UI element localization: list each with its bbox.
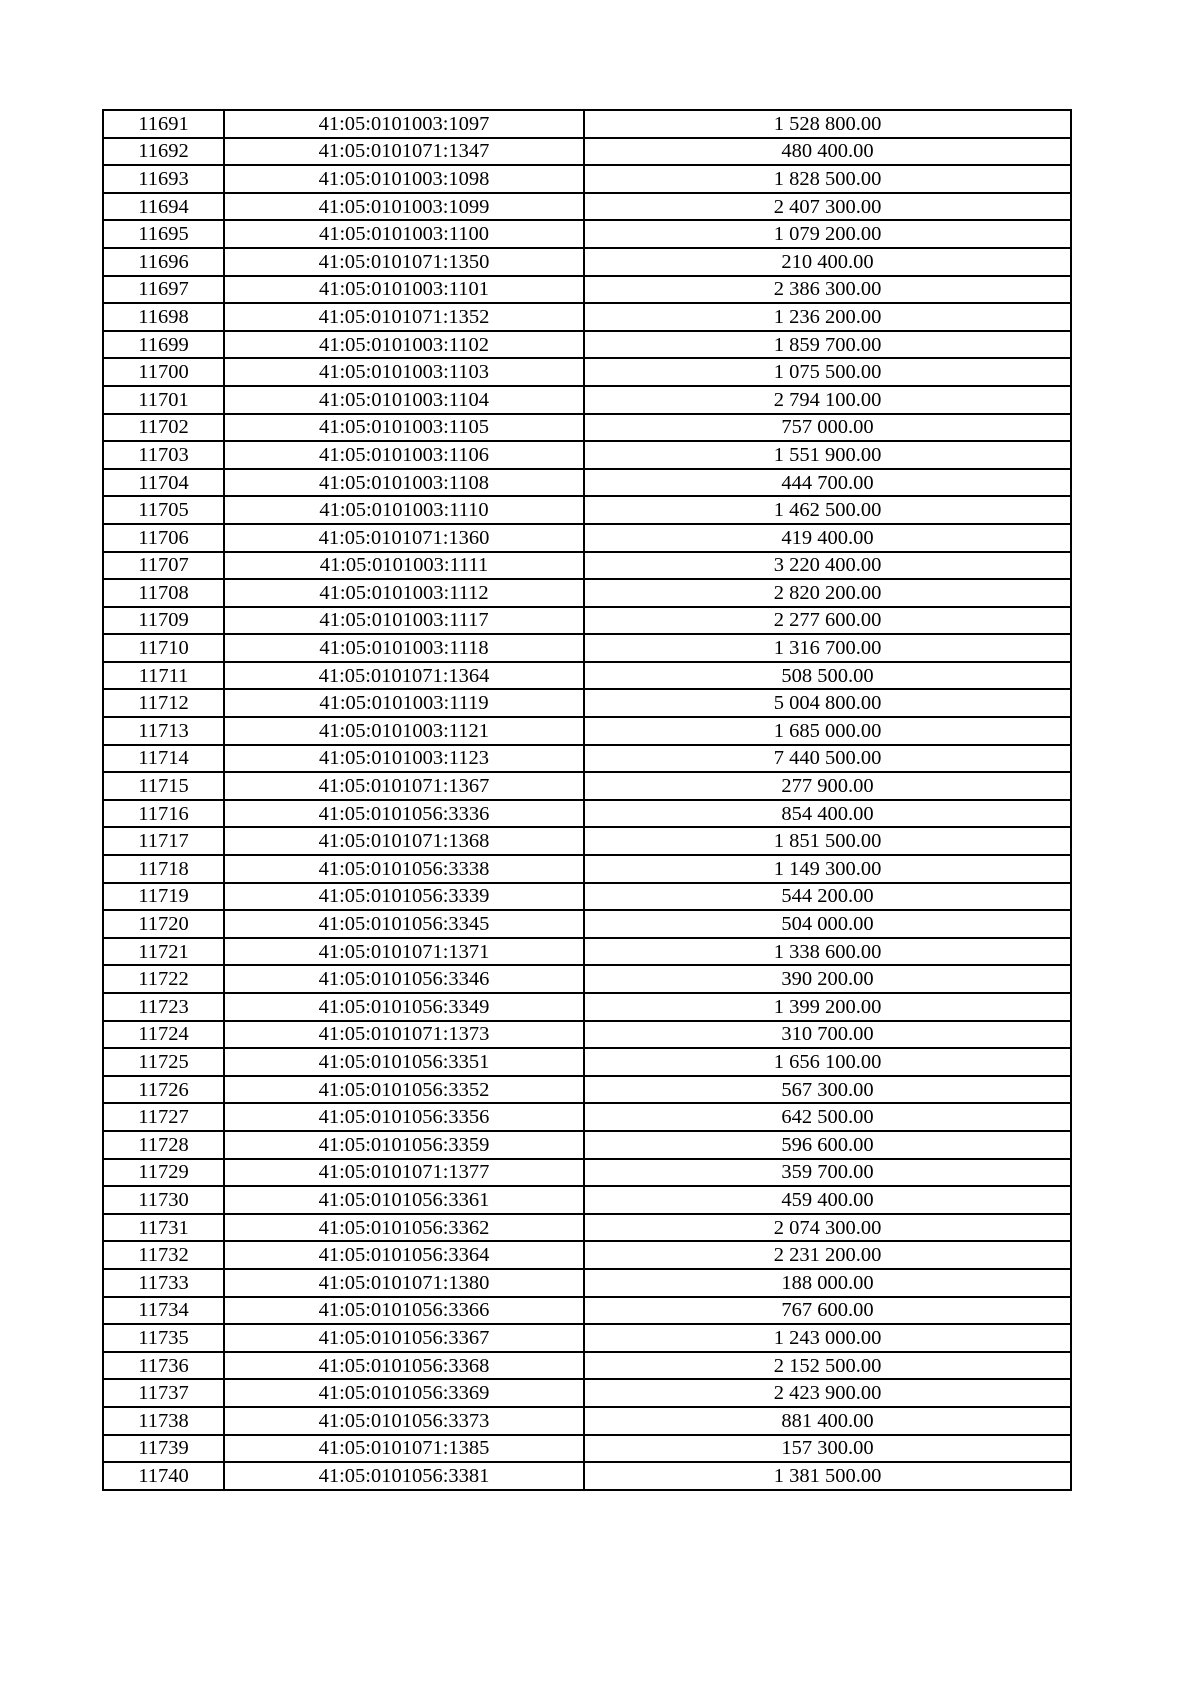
row-number-cell: 11691	[103, 110, 224, 138]
cadastral-number-cell: 41:05:0101003:1121	[224, 717, 584, 745]
row-number-cell: 11697	[103, 276, 224, 304]
cadastral-number-cell: 41:05:0101003:1123	[224, 745, 584, 773]
table-row	[103, 827, 1071, 855]
cadastral-value-cell: 2 386 300.00	[584, 276, 1071, 304]
cadastral-value-cell: 1 079 200.00	[584, 220, 1071, 248]
row-number-cell: 11729	[103, 1159, 224, 1187]
row-number-cell: 11705	[103, 496, 224, 524]
table-row	[103, 883, 1071, 911]
table-row	[103, 1297, 1071, 1325]
cadastral-number-cell: 41:05:0101056:3356	[224, 1103, 584, 1131]
cadastral-value-cell: 359 700.00	[584, 1159, 1071, 1187]
cadastral-value-cell: 444 700.00	[584, 469, 1071, 497]
row-number-cell: 11717	[103, 827, 224, 855]
row-number-cell: 11723	[103, 993, 224, 1021]
table-row	[103, 496, 1071, 524]
cadastral-value-cell: 2 152 500.00	[584, 1352, 1071, 1380]
cadastral-value-cell: 2 074 300.00	[584, 1214, 1071, 1242]
cadastral-value-table	[102, 109, 1072, 1491]
cadastral-number-cell: 41:05:0101056:3359	[224, 1131, 584, 1159]
cadastral-value-cell: 157 300.00	[584, 1435, 1071, 1463]
cadastral-value-cell: 310 700.00	[584, 1021, 1071, 1049]
row-number-cell: 11728	[103, 1131, 224, 1159]
row-number-cell: 11696	[103, 248, 224, 276]
table-row	[103, 662, 1071, 690]
row-number-cell: 11727	[103, 1103, 224, 1131]
row-number-cell: 11724	[103, 1021, 224, 1049]
table-body	[103, 110, 1071, 1490]
cadastral-value-cell: 642 500.00	[584, 1103, 1071, 1131]
cadastral-value-cell: 1 551 900.00	[584, 441, 1071, 469]
cadastral-number-cell: 41:05:0101071:1347	[224, 138, 584, 166]
table-row	[103, 303, 1071, 331]
row-number-cell: 11702	[103, 414, 224, 442]
cadastral-value-cell: 1 399 200.00	[584, 993, 1071, 1021]
cadastral-number-cell: 41:05:0101056:3381	[224, 1462, 584, 1490]
cadastral-value-cell: 210 400.00	[584, 248, 1071, 276]
row-number-cell: 11733	[103, 1269, 224, 1297]
table-row	[103, 441, 1071, 469]
cadastral-value-cell: 1 851 500.00	[584, 827, 1071, 855]
cadastral-number-cell: 41:05:0101056:3349	[224, 993, 584, 1021]
row-number-cell: 11694	[103, 193, 224, 221]
row-number-cell: 11698	[103, 303, 224, 331]
cadastral-number-cell: 41:05:0101056:3345	[224, 910, 584, 938]
table-row	[103, 1159, 1071, 1187]
cadastral-value-cell: 1 685 000.00	[584, 717, 1071, 745]
cadastral-number-cell: 41:05:0101003:1104	[224, 386, 584, 414]
cadastral-number-cell: 41:05:0101003:1098	[224, 165, 584, 193]
row-number-cell: 11736	[103, 1352, 224, 1380]
cadastral-value-cell: 5 004 800.00	[584, 689, 1071, 717]
table-row	[103, 138, 1071, 166]
cadastral-number-cell: 41:05:0101071:1385	[224, 1435, 584, 1463]
row-number-cell: 11716	[103, 800, 224, 828]
cadastral-value-cell: 2 794 100.00	[584, 386, 1071, 414]
table-row	[103, 1131, 1071, 1159]
cadastral-value-cell: 2 277 600.00	[584, 607, 1071, 635]
cadastral-number-cell: 41:05:0101003:1097	[224, 110, 584, 138]
row-number-cell: 11701	[103, 386, 224, 414]
row-number-cell: 11719	[103, 883, 224, 911]
cadastral-number-cell: 41:05:0101003:1106	[224, 441, 584, 469]
row-number-cell: 11735	[103, 1324, 224, 1352]
cadastral-number-cell: 41:05:0101056:3338	[224, 855, 584, 883]
cadastral-value-cell: 3 220 400.00	[584, 552, 1071, 580]
table-row	[103, 331, 1071, 359]
cadastral-value-cell: 390 200.00	[584, 965, 1071, 993]
cadastral-number-cell: 41:05:0101071:1352	[224, 303, 584, 331]
table-row	[103, 1076, 1071, 1104]
cadastral-number-cell: 41:05:0101071:1373	[224, 1021, 584, 1049]
cadastral-number-cell: 41:05:0101056:3336	[224, 800, 584, 828]
row-number-cell: 11710	[103, 634, 224, 662]
table-row	[103, 524, 1071, 552]
cadastral-value-cell: 504 000.00	[584, 910, 1071, 938]
table-row	[103, 276, 1071, 304]
cadastral-number-cell: 41:05:0101056:3361	[224, 1186, 584, 1214]
table-row	[103, 469, 1071, 497]
cadastral-value-cell: 1 338 600.00	[584, 938, 1071, 966]
table-row	[103, 993, 1071, 1021]
cadastral-value-cell: 881 400.00	[584, 1407, 1071, 1435]
cadastral-value-cell: 2 407 300.00	[584, 193, 1071, 221]
row-number-cell: 11740	[103, 1462, 224, 1490]
cadastral-value-cell: 767 600.00	[584, 1297, 1071, 1325]
cadastral-value-cell: 1 462 500.00	[584, 496, 1071, 524]
cadastral-number-cell: 41:05:0101003:1105	[224, 414, 584, 442]
cadastral-number-cell: 41:05:0101003:1112	[224, 579, 584, 607]
table-row	[103, 855, 1071, 883]
cadastral-number-cell: 41:05:0101071:1377	[224, 1159, 584, 1187]
row-number-cell: 11711	[103, 662, 224, 690]
cadastral-number-cell: 41:05:0101003:1103	[224, 358, 584, 386]
table-row	[103, 1269, 1071, 1297]
table-row	[103, 248, 1071, 276]
table-row	[103, 634, 1071, 662]
cadastral-value-cell: 854 400.00	[584, 800, 1071, 828]
row-number-cell: 11739	[103, 1435, 224, 1463]
row-number-cell: 11731	[103, 1214, 224, 1242]
table-row	[103, 910, 1071, 938]
cadastral-value-cell: 1 149 300.00	[584, 855, 1071, 883]
cadastral-number-cell: 41:05:0101003:1100	[224, 220, 584, 248]
cadastral-number-cell: 41:05:0101071:1364	[224, 662, 584, 690]
cadastral-number-cell: 41:05:0101003:1119	[224, 689, 584, 717]
table-row	[103, 745, 1071, 773]
row-number-cell: 11692	[103, 138, 224, 166]
cadastral-number-cell: 41:05:0101056:3368	[224, 1352, 584, 1380]
cadastral-value-cell: 2 231 200.00	[584, 1241, 1071, 1269]
cadastral-value-cell: 1 859 700.00	[584, 331, 1071, 359]
cadastral-number-cell: 41:05:0101056:3364	[224, 1241, 584, 1269]
cadastral-number-cell: 41:05:0101071:1360	[224, 524, 584, 552]
row-number-cell: 11712	[103, 689, 224, 717]
cadastral-value-cell: 2 423 900.00	[584, 1379, 1071, 1407]
cadastral-number-cell: 41:05:0101003:1110	[224, 496, 584, 524]
table-row	[103, 579, 1071, 607]
table-row	[103, 1048, 1071, 1076]
table-row	[103, 772, 1071, 800]
table-row	[103, 689, 1071, 717]
cadastral-value-cell: 1 528 800.00	[584, 110, 1071, 138]
table-row	[103, 1462, 1071, 1490]
cadastral-value-cell: 567 300.00	[584, 1076, 1071, 1104]
cadastral-value-cell: 1 236 200.00	[584, 303, 1071, 331]
row-number-cell: 11709	[103, 607, 224, 635]
cadastral-number-cell: 41:05:0101003:1118	[224, 634, 584, 662]
cadastral-number-cell: 41:05:0101071:1350	[224, 248, 584, 276]
cadastral-value-cell: 1 828 500.00	[584, 165, 1071, 193]
table-row	[103, 165, 1071, 193]
table-row	[103, 965, 1071, 993]
cadastral-number-cell: 41:05:0101056:3352	[224, 1076, 584, 1104]
row-number-cell: 11738	[103, 1407, 224, 1435]
table-row	[103, 1435, 1071, 1463]
cadastral-number-cell: 41:05:0101003:1117	[224, 607, 584, 635]
row-number-cell: 11722	[103, 965, 224, 993]
row-number-cell: 11693	[103, 165, 224, 193]
row-number-cell: 11714	[103, 745, 224, 773]
cadastral-value-cell: 188 000.00	[584, 1269, 1071, 1297]
row-number-cell: 11726	[103, 1076, 224, 1104]
row-number-cell: 11708	[103, 579, 224, 607]
row-number-cell: 11718	[103, 855, 224, 883]
cadastral-value-cell: 1 316 700.00	[584, 634, 1071, 662]
table-row	[103, 414, 1071, 442]
table-row	[103, 1021, 1071, 1049]
cadastral-value-cell: 508 500.00	[584, 662, 1071, 690]
cadastral-number-cell: 41:05:0101056:3369	[224, 1379, 584, 1407]
table-row	[103, 800, 1071, 828]
cadastral-number-cell: 41:05:0101003:1102	[224, 331, 584, 359]
cadastral-value-cell: 480 400.00	[584, 138, 1071, 166]
cadastral-number-cell: 41:05:0101056:3362	[224, 1214, 584, 1242]
cadastral-value-cell: 544 200.00	[584, 883, 1071, 911]
table-row	[103, 1407, 1071, 1435]
row-number-cell: 11703	[103, 441, 224, 469]
table-row	[103, 1352, 1071, 1380]
table-row	[103, 717, 1071, 745]
cadastral-number-cell: 41:05:0101056:3339	[224, 883, 584, 911]
table-row	[103, 358, 1071, 386]
cadastral-value-cell: 757 000.00	[584, 414, 1071, 442]
row-number-cell: 11700	[103, 358, 224, 386]
table-row	[103, 1324, 1071, 1352]
cadastral-number-cell: 41:05:0101071:1371	[224, 938, 584, 966]
row-number-cell: 11721	[103, 938, 224, 966]
cadastral-value-cell: 1 381 500.00	[584, 1462, 1071, 1490]
table-row	[103, 193, 1071, 221]
cadastral-number-cell: 41:05:0101056:3346	[224, 965, 584, 993]
cadastral-value-cell: 459 400.00	[584, 1186, 1071, 1214]
table-row	[103, 1103, 1071, 1131]
cadastral-value-cell: 1 656 100.00	[584, 1048, 1071, 1076]
table-row	[103, 386, 1071, 414]
cadastral-value-cell: 2 820 200.00	[584, 579, 1071, 607]
table-row	[103, 110, 1071, 138]
row-number-cell: 11725	[103, 1048, 224, 1076]
row-number-cell: 11706	[103, 524, 224, 552]
row-number-cell: 11704	[103, 469, 224, 497]
table-row	[103, 1241, 1071, 1269]
table-row	[103, 552, 1071, 580]
cadastral-number-cell: 41:05:0101003:1099	[224, 193, 584, 221]
cadastral-number-cell: 41:05:0101056:3373	[224, 1407, 584, 1435]
cadastral-number-cell: 41:05:0101056:3367	[224, 1324, 584, 1352]
cadastral-number-cell: 41:05:0101071:1380	[224, 1269, 584, 1297]
cadastral-value-cell: 1 075 500.00	[584, 358, 1071, 386]
row-number-cell: 11707	[103, 552, 224, 580]
cadastral-number-cell: 41:05:0101003:1111	[224, 552, 584, 580]
cadastral-number-cell: 41:05:0101056:3351	[224, 1048, 584, 1076]
row-number-cell: 11713	[103, 717, 224, 745]
row-number-cell: 11737	[103, 1379, 224, 1407]
row-number-cell: 11695	[103, 220, 224, 248]
table-row	[103, 607, 1071, 635]
cadastral-value-cell: 419 400.00	[584, 524, 1071, 552]
table-row	[103, 938, 1071, 966]
row-number-cell: 11730	[103, 1186, 224, 1214]
row-number-cell: 11715	[103, 772, 224, 800]
table-row	[103, 220, 1071, 248]
cadastral-number-cell: 41:05:0101003:1108	[224, 469, 584, 497]
cadastral-number-cell: 41:05:0101003:1101	[224, 276, 584, 304]
cadastral-value-cell: 596 600.00	[584, 1131, 1071, 1159]
table-row	[103, 1186, 1071, 1214]
cadastral-value-cell: 277 900.00	[584, 772, 1071, 800]
cadastral-number-cell: 41:05:0101071:1368	[224, 827, 584, 855]
cadastral-number-cell: 41:05:0101071:1367	[224, 772, 584, 800]
cadastral-number-cell: 41:05:0101056:3366	[224, 1297, 584, 1325]
row-number-cell: 11734	[103, 1297, 224, 1325]
cadastral-value-cell: 1 243 000.00	[584, 1324, 1071, 1352]
table-row	[103, 1214, 1071, 1242]
row-number-cell: 11699	[103, 331, 224, 359]
row-number-cell: 11732	[103, 1241, 224, 1269]
cadastral-value-cell: 7 440 500.00	[584, 745, 1071, 773]
table-row	[103, 1379, 1071, 1407]
row-number-cell: 11720	[103, 910, 224, 938]
